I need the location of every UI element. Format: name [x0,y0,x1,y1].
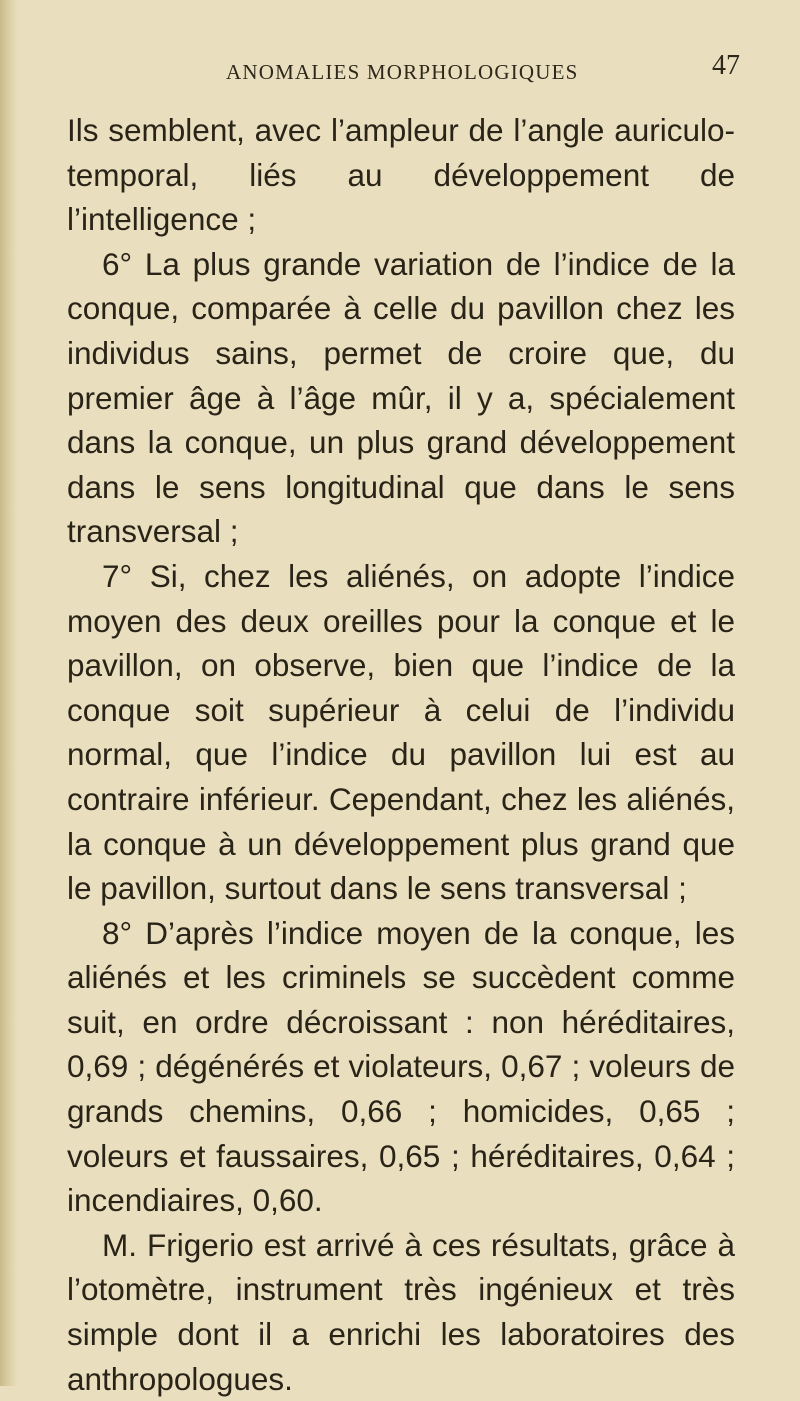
paragraph-2: 6° La plus grande variation de l’indice de la conque, comparée à celle du pavillon chez les individus sains, permet de croire que, du premier âge à l’âge mûr, il y a, spécialement dans la conque, un plus grand développement dans le sens longitudinal que dans le sens transversal ; [67,245,735,550]
page-number: 47 [712,50,740,81]
paragraph-4: 8° D’après l’indice moyen de la conque, les aliénés et les criminels se succèdent comme suit, en ordre décroissant : non héréditaires, 0,69 ; dégénérés et violateurs, 0,67 ; voleurs de grands chemins, 0,66 ; homicides, 0,65 ; voleurs et faussaires, 0,65 ; héréditaires, 0,64 ; incendiaires, 0,60. [67,914,735,1219]
paragraph-1: Ils semblent, avec l’ampleur de l’angle auriculo-temporal, liés au développement de l’intelligence ; [67,112,735,238]
body-text [67,108,735,1401]
paragraph-3: 7° Si, chez les aliénés, on adopte l’indice moyen des deux oreilles pour la conque et le pavillon, on observe, bien que l’indice de la conque soit supérieur à celui de l’individu normal, que l’indice du pavillon lui est au contraire inférieur. Cependant, chez les aliénés, la conque à un développement plus grand que le pavillon, surtout dans le sens transversal ; [67,557,735,907]
running-header: ANOMALIES MORPHOLOGIQUES [226,60,579,84]
paragraph-5: M. Frigerio est arrivé à ces résultats, grâce à l’otomètre, instrument très ingénieux et très simple dont il a enrichi les laboratoires des anthropologues. [67,1226,735,1397]
